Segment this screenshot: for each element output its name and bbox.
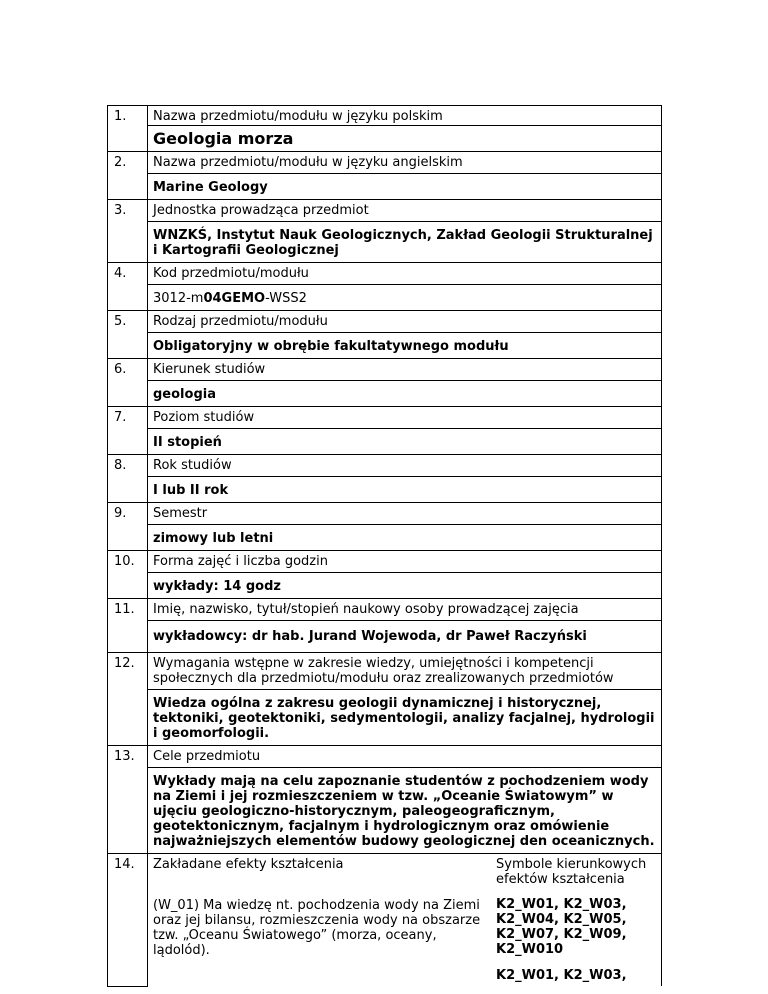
code-suffix: -WSS2 xyxy=(265,291,307,306)
outcome-symbols-2: K2_W01, K2_W03, xyxy=(496,968,627,983)
row-label: Nazwa przedmiotu/modułu w języku polskim xyxy=(148,106,662,126)
row-label: Kierunek studiów xyxy=(148,359,662,381)
row-number: 8. xyxy=(108,455,148,503)
row-label: Nazwa przedmiotu/modułu w języku angielskim xyxy=(148,152,662,174)
class-form: wykłady: 14 godz xyxy=(148,573,662,599)
course-name-en: Marine Geology xyxy=(148,174,662,200)
row-number: 9. xyxy=(108,503,148,551)
prerequisites: Wiedza ogólna z zakresu geologii dynamicznej i historycznej, tektoniki, geotektoniki, sedymentologii, analizy facjalnej, hydrologii i geomorfologii. xyxy=(148,690,662,746)
row-7 xyxy=(108,407,662,429)
row-14 xyxy=(108,854,662,987)
symbols-header: Symbole kierunkowych efektów kształcenia xyxy=(496,857,647,887)
field-of-study: geologia xyxy=(148,381,662,407)
syllabus-document xyxy=(107,105,661,987)
course-type: Obligatoryjny w obrębie fakultatywnego modułu xyxy=(148,333,662,359)
row-label: Kod przedmiotu/modułu xyxy=(148,263,662,285)
row-9 xyxy=(108,503,662,525)
row-13 xyxy=(108,746,662,768)
row-number: 5. xyxy=(108,311,148,359)
row-number: 12. xyxy=(108,653,148,746)
row-1 xyxy=(108,106,662,126)
course-code xyxy=(148,285,662,311)
row-number: 13. xyxy=(108,746,148,854)
study-year: I lub II rok xyxy=(148,477,662,503)
row-number: 11. xyxy=(108,599,148,653)
outcome-symbols-1: K2_W01, K2_W03, K2_W04, K2_W05, K2_W07, K2_W09, K2_W010 xyxy=(496,897,627,957)
course-goals: Wykłady mają na celu zapoznanie studentów z pochodzeniem wody na Ziemi i jej rozmieszczeniem w tzw. „Oceanie Światowym” w ujęciu geologiczno-historycznym, paleogeograficznym, geotektonicznym, facjalnym i hydrologicznym oraz omówienie najważniejszych elementów budowy geologicznej den oceanicznych. xyxy=(148,768,662,854)
row-label: Poziom studiów xyxy=(148,407,662,429)
row-10 xyxy=(108,551,662,573)
row-6 xyxy=(108,359,662,381)
row-label: Rodzaj przedmiotu/modułu xyxy=(148,311,662,333)
row-12 xyxy=(108,653,662,690)
row-number: 7. xyxy=(108,407,148,455)
syllabus-table xyxy=(107,105,662,987)
course-name-pl: Geologia morza xyxy=(148,126,662,152)
row-label: Jednostka prowadząca przedmiot xyxy=(148,200,662,222)
code-bold: 04GEMO xyxy=(203,291,266,306)
row-number: 14. xyxy=(108,854,148,987)
row-8 xyxy=(108,455,662,477)
row-number: 10. xyxy=(108,551,148,599)
row-label: Cele przedmiotu xyxy=(148,746,662,768)
row-label: Semestr xyxy=(148,503,662,525)
unit-value: WNZKŚ, Instytut Nauk Geologicznych, Zakład Geologii Strukturalnej i Kartografii Geologicznej xyxy=(148,222,662,263)
study-level: II stopień xyxy=(148,429,662,455)
outcome-w01: (W_01) Ma wiedzę nt. pochodzenia wody na Ziemi oraz jej bilansu, rozmieszczenia wody na obszarze tzw. „Oceanu Światowego” (morza, oceany, lądolód). xyxy=(153,898,481,958)
row-label: Rok studiów xyxy=(148,455,662,477)
row-label: Imię, nazwisko, tytuł/stopień naukowy osoby prowadzącej zajęcia xyxy=(148,599,662,621)
lecturers: wykładowcy: dr hab. Jurand Wojewoda, dr Paweł Raczyński xyxy=(148,621,662,653)
row-label: Forma zajęć i liczba godzin xyxy=(148,551,662,573)
row-2 xyxy=(108,152,662,174)
code-prefix: 3012-m xyxy=(153,291,204,306)
semester: zimowy lub letni xyxy=(148,525,662,551)
row-number: 1. xyxy=(108,106,148,152)
row-label: Zakładane efekty kształcenia xyxy=(153,857,344,872)
row-11 xyxy=(108,599,662,621)
row-label: Wymagania wstępne w zakresie wiedzy, umiejętności i kompetencji społecznych dla przedmiotu/modułu oraz zrealizowanych przedmiotów xyxy=(148,653,662,690)
learning-outcomes xyxy=(148,854,661,986)
row-number: 4. xyxy=(108,263,148,311)
row-4 xyxy=(108,263,662,285)
row-5 xyxy=(108,311,662,333)
row-number: 3. xyxy=(108,200,148,263)
row-3 xyxy=(108,200,662,222)
row-number: 6. xyxy=(108,359,148,407)
row-number: 2. xyxy=(108,152,148,200)
